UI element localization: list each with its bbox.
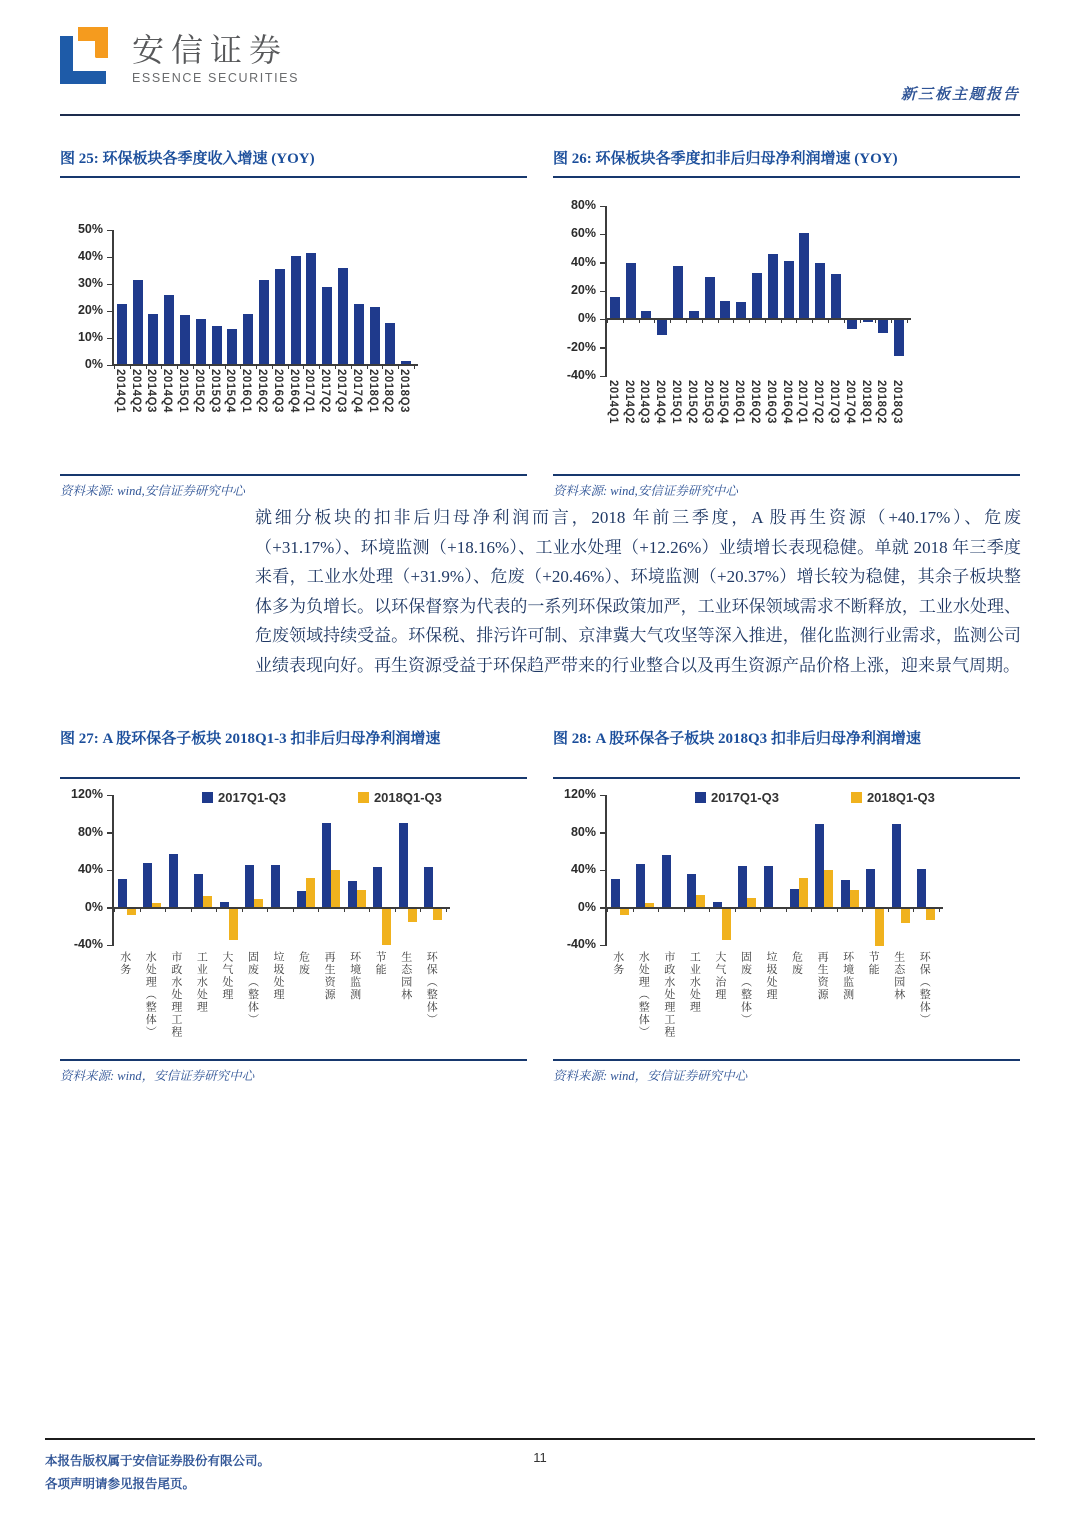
x-tick-label: 2017Q4 xyxy=(843,380,856,424)
bar xyxy=(815,263,825,320)
figure-25-source: 资料来源: wind,安信证券研究中心 xyxy=(60,484,245,498)
footer-line-1: 本报告版权属于安信证券股份有限公司。 xyxy=(45,1454,271,1468)
x-axis-tick xyxy=(318,909,319,912)
plot-area xyxy=(112,230,412,365)
bar xyxy=(705,277,715,320)
y-tick-label: -40% xyxy=(566,937,596,951)
bar xyxy=(373,867,382,907)
brand-name-cn: 安信证券 xyxy=(132,32,289,68)
x-axis-line xyxy=(607,318,911,320)
x-tick-label: 垃圾处理 xyxy=(272,951,284,1001)
bar xyxy=(322,823,331,907)
bar xyxy=(212,326,222,365)
plot-column xyxy=(605,206,905,471)
y-tick-label: 60% xyxy=(570,226,596,241)
x-tick-label: 2014Q2 xyxy=(129,369,142,413)
x-tick-label: 水处理（整体） xyxy=(637,951,650,1039)
bar xyxy=(348,881,357,907)
x-tick-label: 大气治理 xyxy=(713,951,726,1001)
x-tick-label: 环保（整体） xyxy=(918,951,931,1026)
x-tick-label: 2016Q1 xyxy=(733,380,746,424)
x-axis-tick xyxy=(828,320,829,323)
x-tick-label: 2014Q1 xyxy=(606,380,619,424)
bar xyxy=(850,890,859,908)
bar xyxy=(790,889,799,908)
bar xyxy=(894,319,904,356)
bar xyxy=(306,878,315,907)
x-tick-label: 2015Q2 xyxy=(685,380,698,424)
x-tick-label: 2014Q1 xyxy=(113,369,126,413)
x-axis-tick xyxy=(891,320,892,323)
figure-27-chart-area xyxy=(60,779,527,1059)
x-axis-tick xyxy=(140,909,141,912)
bar xyxy=(768,254,778,319)
legend-swatch-blue xyxy=(695,792,706,803)
figure-27-title: 图 27: A 股环保各子板块 2018Q1-3 扣非后归母净利润增速 xyxy=(60,728,527,779)
y-tick-label: 0% xyxy=(84,899,103,914)
y-tick-label: -20% xyxy=(566,339,596,354)
y-axis-labels xyxy=(553,787,605,951)
y-tick-mark xyxy=(107,230,114,232)
legend-item-2018 xyxy=(358,790,442,805)
bar xyxy=(382,908,391,946)
y-tick-mark xyxy=(107,795,114,797)
bar xyxy=(306,253,316,365)
x-tick-label: 2018Q1 xyxy=(859,380,872,424)
x-axis-tick xyxy=(760,909,761,912)
bar xyxy=(738,866,747,907)
x-axis-labels xyxy=(605,945,937,1057)
brand-text xyxy=(132,26,299,85)
bar xyxy=(338,268,348,365)
x-axis-tick xyxy=(888,909,889,912)
x-axis-tick xyxy=(267,909,268,912)
bar xyxy=(636,864,645,907)
subsector-q3-profit-growth-chart xyxy=(553,779,1020,1057)
bar xyxy=(385,323,395,365)
x-axis-tick xyxy=(907,320,908,323)
x-tick-label: 2015Q1 xyxy=(177,369,190,413)
x-axis-tick xyxy=(293,909,294,912)
y-tick-label: 120% xyxy=(564,787,596,801)
x-axis-tick xyxy=(786,909,787,912)
y-tick-mark xyxy=(107,832,114,834)
x-axis-tick xyxy=(216,909,217,912)
legend-item-2017 xyxy=(202,790,286,805)
x-tick-label: 2016Q3 xyxy=(271,369,284,413)
bar xyxy=(164,295,174,365)
y-tick-mark xyxy=(600,795,607,797)
y-tick-label: 40% xyxy=(77,249,103,263)
bar xyxy=(433,908,442,920)
bar xyxy=(662,855,671,908)
page-number: 11 xyxy=(533,1450,547,1465)
x-axis-tick xyxy=(718,320,719,323)
x-tick-label: 环境监测 xyxy=(841,951,854,1001)
bar xyxy=(275,269,285,365)
y-axis-labels xyxy=(60,787,112,951)
y-tick-label: 50% xyxy=(77,222,103,236)
x-tick-label: 2014Q4 xyxy=(654,380,667,424)
x-axis-tick xyxy=(702,320,703,323)
y-tick-mark xyxy=(600,347,607,349)
x-axis-tick xyxy=(837,909,838,912)
x-tick-label: 2017Q2 xyxy=(319,369,332,413)
bar xyxy=(736,302,746,319)
bar xyxy=(118,879,127,907)
brand-name-en: ESSENCE SECURITIES xyxy=(132,71,300,85)
y-tick-mark xyxy=(600,319,607,321)
bar xyxy=(229,908,238,941)
figure-25 xyxy=(60,148,527,499)
figure-26 xyxy=(553,148,1020,499)
bar xyxy=(291,256,301,365)
x-tick-label: 环保（整体） xyxy=(425,951,438,1026)
x-axis-tick xyxy=(242,909,243,912)
figure-27-source: 资料来源: wind，安信证券研究中心 xyxy=(60,1069,255,1083)
x-axis-tick xyxy=(420,909,421,912)
x-axis-tick xyxy=(844,320,845,323)
page-footer xyxy=(45,1438,1035,1496)
bar xyxy=(245,865,254,907)
bar xyxy=(117,304,127,365)
x-axis-tick xyxy=(369,909,370,912)
bar xyxy=(764,866,773,907)
x-tick-label: 固废（整体） xyxy=(739,951,752,1026)
legend-swatch-blue xyxy=(202,792,213,803)
essence-securities-logo-icon xyxy=(60,26,118,84)
x-axis-tick xyxy=(607,320,608,323)
x-axis-tick xyxy=(875,320,876,323)
x-tick-label: 2016Q2 xyxy=(749,380,761,424)
x-axis-tick xyxy=(913,909,914,912)
figure-25-title: 图 25: 环保板块各季度收入增速 (YOY) xyxy=(60,148,527,178)
x-tick-label: 生态园林 xyxy=(399,951,412,1001)
x-axis-tick xyxy=(607,909,608,912)
x-axis-tick xyxy=(658,909,659,912)
y-tick-label: 0% xyxy=(577,311,596,326)
bar xyxy=(611,879,620,907)
y-tick-label: -40% xyxy=(566,368,596,382)
figure-28 xyxy=(553,728,1020,1084)
bar xyxy=(424,867,433,907)
bar xyxy=(297,891,306,908)
bar xyxy=(357,890,366,907)
bar xyxy=(322,287,332,365)
x-axis-tick xyxy=(709,909,710,912)
x-axis-tick xyxy=(191,909,192,912)
y-tick-mark xyxy=(107,311,114,313)
x-tick-label: 节能 xyxy=(867,951,880,976)
figure-28-chart-area xyxy=(553,779,1020,1059)
y-axis-labels xyxy=(553,198,605,382)
x-tick-label: 危废 xyxy=(297,951,310,976)
x-axis-tick xyxy=(446,909,447,912)
bar xyxy=(331,870,340,908)
x-tick-label: 市政水处理工程 xyxy=(169,951,182,1039)
x-axis-tick xyxy=(765,320,766,323)
x-tick-label: 危废 xyxy=(790,951,803,976)
bar xyxy=(875,908,884,946)
plot-column xyxy=(112,230,412,460)
x-tick-label: 再生资源 xyxy=(323,951,336,1001)
x-axis-tick xyxy=(796,320,797,323)
figure-28-source: 资料来源: wind，安信证券研究中心 xyxy=(553,1069,748,1083)
x-axis-labels xyxy=(112,365,412,460)
bar xyxy=(878,319,888,333)
y-tick-mark xyxy=(600,206,607,208)
plot-column xyxy=(112,795,444,1057)
bar xyxy=(620,908,629,916)
x-tick-label: 2016Q3 xyxy=(764,380,777,424)
x-tick-label: 工业水处理 xyxy=(688,951,701,1014)
figure-28-title: 图 28: A 股环保各子板块 2018Q3 扣非后归母净利润增速 xyxy=(553,728,1020,779)
bar xyxy=(169,854,178,907)
bar xyxy=(673,266,683,320)
x-tick-label: 2017Q2 xyxy=(812,380,825,424)
y-tick-label: 30% xyxy=(77,276,103,290)
y-tick-label: 120% xyxy=(71,787,103,801)
x-tick-label: 2016Q4 xyxy=(780,380,793,424)
x-tick-label: 2017Q3 xyxy=(827,380,840,424)
bar xyxy=(196,319,206,365)
quarterly-revenue-growth-chart xyxy=(60,178,527,460)
chart-canvas xyxy=(60,222,527,460)
legend-swatch-gold xyxy=(358,792,369,803)
x-tick-label: 固废（整体） xyxy=(246,951,259,1026)
x-axis-tick xyxy=(733,320,734,323)
plot-area xyxy=(605,795,937,945)
bar xyxy=(824,870,833,908)
x-tick-label: 2017Q1 xyxy=(303,369,316,413)
bar xyxy=(259,280,269,365)
x-axis-tick xyxy=(114,909,115,912)
x-tick-label: 环境监测 xyxy=(348,951,361,1001)
bar xyxy=(143,863,152,907)
x-tick-label: 水务 xyxy=(611,951,624,976)
x-axis-tick xyxy=(395,909,396,912)
bar xyxy=(399,823,408,907)
x-tick-label: 2014Q3 xyxy=(638,380,651,424)
x-axis-tick xyxy=(939,909,940,912)
y-axis-labels xyxy=(60,222,112,371)
bar xyxy=(133,280,143,365)
x-tick-label: 2014Q2 xyxy=(622,380,635,424)
bar xyxy=(815,824,824,907)
figure-26-source: 资料来源: wind,安信证券研究中心 xyxy=(553,484,738,498)
bar xyxy=(752,273,762,320)
x-tick-label: 生态园林 xyxy=(892,951,905,1001)
plot-area xyxy=(605,206,905,376)
x-tick-label: 2017Q3 xyxy=(334,369,347,413)
bar xyxy=(784,261,794,319)
bar xyxy=(799,878,808,908)
header-divider xyxy=(60,114,1020,116)
legend-item-2017 xyxy=(695,790,779,805)
x-axis-tick xyxy=(414,366,415,369)
bar xyxy=(194,874,203,908)
x-axis-tick xyxy=(749,320,750,323)
page-header xyxy=(60,26,1020,112)
plot-column xyxy=(605,795,937,1057)
x-axis-tick xyxy=(860,320,861,323)
bar xyxy=(271,865,280,907)
x-tick-label: 2015Q3 xyxy=(701,380,714,424)
x-axis-tick xyxy=(862,909,863,912)
x-axis-tick xyxy=(623,320,624,323)
bar xyxy=(720,301,730,319)
bar xyxy=(892,824,901,907)
legend-label: 2017Q1-Q3 xyxy=(711,789,779,805)
x-tick-label: 再生资源 xyxy=(816,951,829,1001)
x-tick-label: 2018Q1 xyxy=(366,369,379,413)
bar xyxy=(657,319,667,335)
chart-canvas xyxy=(553,198,1020,471)
y-tick-label: 20% xyxy=(77,303,103,317)
y-tick-mark xyxy=(107,870,114,872)
x-axis-tick xyxy=(811,909,812,912)
legend-swatch-gold xyxy=(851,792,862,803)
bar xyxy=(227,329,237,365)
figure-26-title: 图 26: 环保板块各季度扣非后归母净利润增速 (YOY) xyxy=(553,148,1020,178)
y-tick-mark xyxy=(600,870,607,872)
x-tick-label: 2015Q4 xyxy=(224,369,237,413)
y-tick-label: 0% xyxy=(84,357,103,371)
bar xyxy=(626,263,636,320)
bar xyxy=(148,314,158,365)
x-axis-tick xyxy=(344,909,345,912)
x-tick-label: 2017Q4 xyxy=(350,369,363,413)
y-tick-label: 40% xyxy=(570,862,596,876)
bar xyxy=(180,315,190,365)
x-tick-label: 2015Q3 xyxy=(208,369,221,413)
x-axis-tick xyxy=(684,909,685,912)
chart-canvas xyxy=(60,787,527,1057)
y-tick-mark xyxy=(107,338,114,340)
bar xyxy=(370,307,380,365)
y-tick-label: 20% xyxy=(570,283,596,297)
body-paragraph: 就细分板块的扣非后归母净利润而言，2018 年前三季度，A 股再生资源（+40.17%）、危废（+31.17%）、环境监测（+18.16%）、工业水处理（+12.26%）业绩增长表现稳健。单就 2018 年三季度来看，工业水处理（+31.9%）、危废（+20.46%）、环境监测（+20.37%）增长较为稳健，其余子板块整体多为负增长。以环保督察为代表的一系列环保政策加严，工业环保领域需求不断释放，工业水处理、危废领域持续受益。环保税、排污许可制、京津冀大气攻坚等深入推进，催化监测行业需求，监测公司业绩表现向好。再生资源受益于环保趋严带来的行业整合以及再生资源产品价格上涨，迎来景气周期。 xyxy=(255,508,1021,675)
y-tick-label: 80% xyxy=(77,824,103,839)
x-axis-tick xyxy=(670,320,671,323)
x-tick-label: 垃圾处理 xyxy=(765,951,777,1001)
x-axis-tick xyxy=(654,320,655,323)
figure-27 xyxy=(60,728,527,1084)
x-axis-tick xyxy=(686,320,687,323)
bar xyxy=(354,304,364,365)
y-tick-mark xyxy=(600,262,607,264)
bar xyxy=(901,908,910,924)
bar xyxy=(917,869,926,907)
x-tick-label: 节能 xyxy=(374,951,387,976)
bar xyxy=(610,297,620,320)
x-tick-label: 2017Q1 xyxy=(796,380,809,424)
figure-25-chart-area xyxy=(60,178,527,474)
y-tick-label: 40% xyxy=(570,254,596,269)
x-axis-tick xyxy=(781,320,782,323)
y-tick-mark xyxy=(107,284,114,286)
legend-label: 2017Q1-Q3 xyxy=(218,789,286,805)
chart-canvas xyxy=(553,787,1020,1057)
figure-26-chart-area xyxy=(553,178,1020,474)
x-axis-tick xyxy=(165,909,166,912)
y-tick-mark xyxy=(600,907,607,909)
plot-area xyxy=(112,795,444,945)
legend-label: 2018Q1-Q3 xyxy=(373,789,442,805)
y-tick-mark xyxy=(600,234,607,236)
figure-row-2 xyxy=(60,728,1020,1084)
legend-label: 2018Q1-Q3 xyxy=(866,789,935,805)
x-tick-label: 2018Q3 xyxy=(398,369,411,413)
y-tick-label: 0% xyxy=(577,899,596,914)
bar xyxy=(408,908,417,922)
x-tick-label: 水务 xyxy=(118,951,131,976)
x-tick-label: 2015Q2 xyxy=(192,369,205,413)
brand-block xyxy=(60,26,1020,85)
x-tick-label: 工业水处理 xyxy=(195,951,208,1014)
x-tick-label: 2014Q3 xyxy=(145,369,158,413)
legend-item-2018 xyxy=(851,790,935,805)
y-tick-mark xyxy=(600,832,607,834)
y-tick-mark xyxy=(107,257,114,259)
bar xyxy=(722,908,731,941)
x-tick-label: 2014Q4 xyxy=(161,369,174,413)
report-type-label: 新三板主题报告 xyxy=(900,87,1020,103)
x-tick-label: 水处理（整体） xyxy=(144,951,157,1039)
bar xyxy=(127,908,136,916)
quarterly-net-profit-growth-chart xyxy=(553,178,1020,471)
x-axis-tick xyxy=(633,909,634,912)
bar xyxy=(687,874,696,908)
y-tick-label: 10% xyxy=(77,330,103,344)
y-tick-label: 80% xyxy=(570,824,596,839)
x-axis-tick xyxy=(735,909,736,912)
subsector-q1q3-profit-growth-chart xyxy=(60,779,527,1057)
bar xyxy=(847,319,857,329)
x-tick-label: 市政水处理工程 xyxy=(662,951,675,1039)
y-tick-mark xyxy=(600,291,607,293)
y-tick-label: 40% xyxy=(77,862,103,876)
bar xyxy=(243,314,253,365)
x-tick-label: 2018Q3 xyxy=(891,380,904,424)
y-tick-label: 80% xyxy=(570,198,596,212)
x-axis-labels xyxy=(605,376,905,471)
bar xyxy=(841,880,850,907)
bar xyxy=(926,908,935,920)
x-tick-label: 2015Q1 xyxy=(670,380,683,424)
x-tick-label: 大气处理 xyxy=(220,951,233,1001)
bar xyxy=(799,233,809,319)
bar xyxy=(831,274,841,319)
x-tick-label: 2018Q2 xyxy=(875,380,888,424)
x-axis-tick xyxy=(639,320,640,323)
x-axis-tick xyxy=(812,320,813,323)
y-tick-label: -40% xyxy=(73,937,103,951)
x-tick-label: 2016Q1 xyxy=(240,369,253,413)
x-tick-label: 2018Q2 xyxy=(382,369,395,413)
y-tick-mark xyxy=(107,907,114,909)
bar xyxy=(866,869,875,907)
x-tick-label: 2016Q2 xyxy=(256,369,268,413)
figure-row-1 xyxy=(60,148,1020,499)
x-axis-labels xyxy=(112,945,444,1057)
footer-line-2: 各项声明请参见报告尾页。 xyxy=(45,1477,196,1491)
x-tick-label: 2015Q4 xyxy=(717,380,730,424)
x-tick-label: 2016Q4 xyxy=(287,369,300,413)
